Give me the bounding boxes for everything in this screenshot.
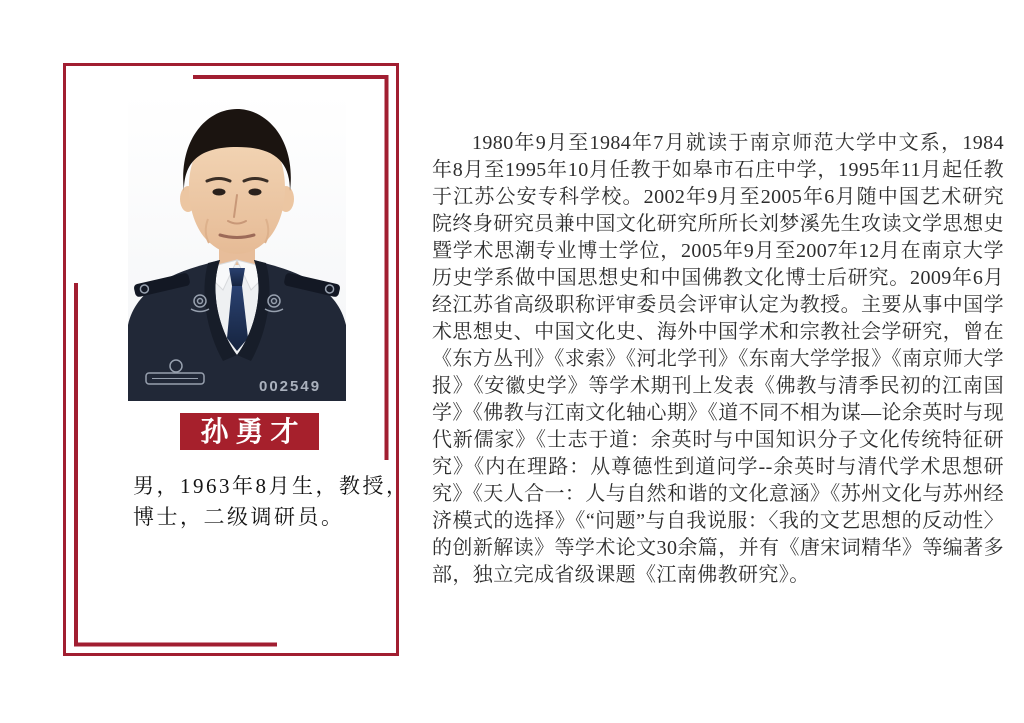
portrait-eye-left <box>213 189 226 196</box>
name-plate <box>180 413 319 450</box>
portrait-eye-right <box>249 189 262 196</box>
person-name: 孙勇才 <box>200 415 306 447</box>
bio-summary <box>133 471 410 533</box>
biography-paragraph: 1980年9月至1984年7月就读于南京师范大学中文系，1984年8月至1995年10月任教于如皋市石庄中学，1995年11月起任教于江苏公安专科学校。2002年9月至2005年6月随中国艺术研究院终身研究员兼中国文化研究所所长刘梦溪先生攻读文学思想史暨学术思潮专业博士学位，2005年9月至2007年12月在南京大学历史学系做中国思想史和中国佛教文化博士后研究。2009年6月经江苏省高级职称评审委员会评审认定为教授。主要从事中国学术思想史、中国文化史、海外中国学术和宗教社会学研究，曾在《东方丛刊》《求索》《河北学刊》《东南大学学报》《南京师大学报》《安徽史学》等学术期刊上发表《佛教与清季民初的江南国学》《佛教与江南文化轴心期》《道不同不相为谋—论余英时与现代新儒家》《士志于道：余英时与中国知识分子文化传统特征研究》《内在理路：从尊德性到道问学--余英时与清代学术思想研究》《天人合一：人与自然和谐的文化意涵》《苏州文化与苏州经济模式的选择》《“问题”与自我说服：〈我的文艺思想的反动性〉的创新解读》等学术论文30余篇，并有《唐宋词精华》等编著多部，独立完成省级课题《江南佛教研究》。 <box>432 132 1004 586</box>
badge-number: 002549 <box>259 378 322 395</box>
bio-line: 博士，二级调研员。 <box>133 505 345 529</box>
bio-line: 男，1963年8月生，教授， <box>133 474 410 498</box>
portrait-photo <box>128 93 346 401</box>
biography-section <box>432 130 1004 589</box>
